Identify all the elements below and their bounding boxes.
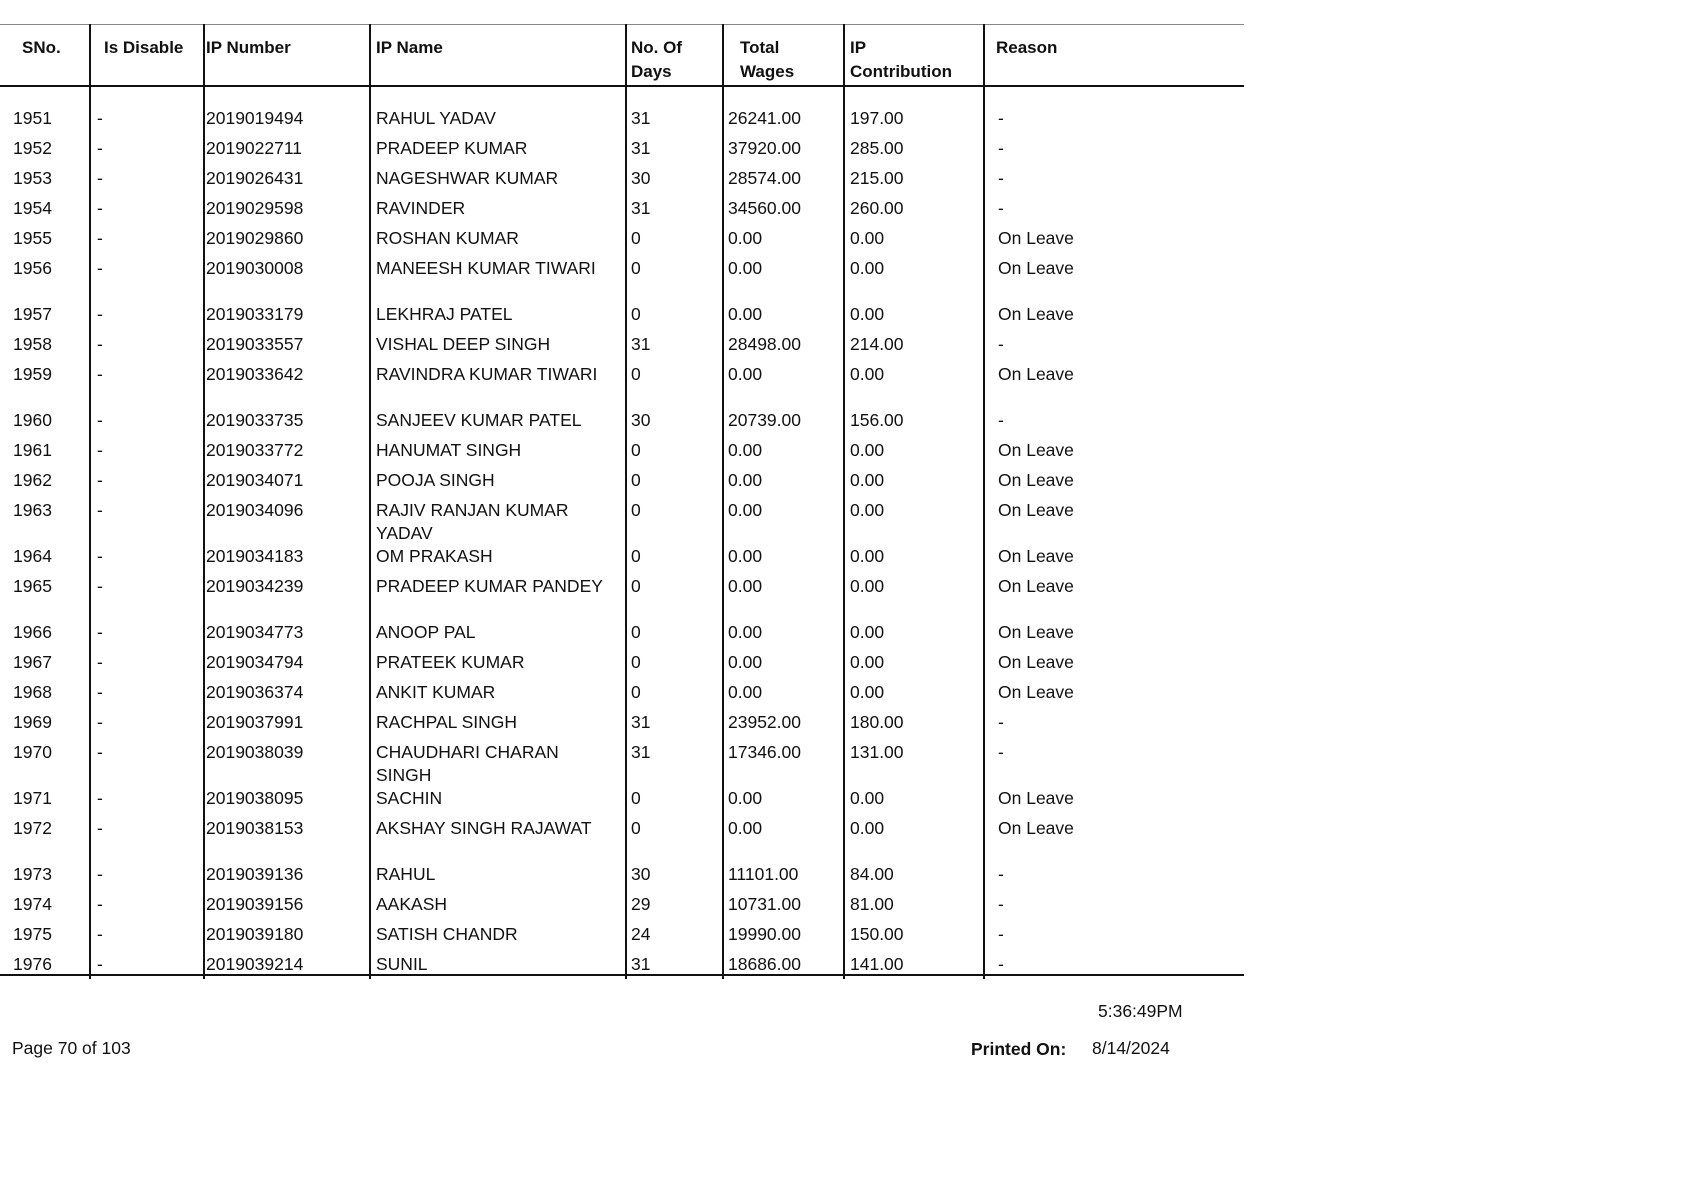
- cell-ip-contribution: 0.00: [850, 652, 885, 672]
- cell-sno: 1959: [13, 364, 52, 384]
- cell-is-disable: -: [97, 198, 103, 218]
- header-ip-contribution: [850, 36, 952, 84]
- cell-is-disable: -: [97, 500, 103, 520]
- cell-is-disable: -: [97, 622, 103, 642]
- cell-is-disable: -: [97, 924, 103, 944]
- cell-reason: On Leave: [998, 364, 1074, 384]
- cell-total-wages: 0.00: [728, 304, 763, 324]
- cell-ip-number: 2019030008: [206, 258, 304, 278]
- cell-reason: On Leave: [998, 788, 1074, 808]
- cell-ip-number: 2019038095: [206, 788, 304, 808]
- cell-ip-contribution: 0.00: [850, 682, 885, 702]
- cell-reason: -: [998, 410, 1004, 430]
- header-total-wages-line1: Total: [740, 38, 780, 57]
- cell-ip-number: 2019034239: [206, 576, 304, 596]
- cell-reason: -: [998, 334, 1004, 354]
- cell-total-wages: 26241.00: [728, 108, 801, 128]
- cell-is-disable: -: [97, 682, 103, 702]
- cell-sno: 1971: [13, 788, 52, 808]
- cell-is-disable: -: [97, 228, 103, 248]
- cell-total-wages: 0.00: [728, 440, 763, 460]
- cell-ip-name: SANJEEV KUMAR PATEL: [376, 410, 582, 430]
- cell-sno: 1953: [13, 168, 52, 188]
- cell-total-wages: 28498.00: [728, 334, 801, 354]
- column-divider: [722, 24, 724, 979]
- cell-ip-name: NAGESHWAR KUMAR: [376, 168, 559, 188]
- table-top-rule: [0, 24, 1244, 25]
- cell-sno: 1952: [13, 138, 52, 158]
- cell-sno: 1966: [13, 622, 52, 642]
- cell-reason: On Leave: [998, 228, 1074, 248]
- page-number: Page 70 of 103: [12, 1038, 131, 1058]
- cell-ip-contribution: 260.00: [850, 198, 904, 218]
- printed-on-date: 8/14/2024: [1092, 1038, 1170, 1058]
- cell-no-of-days: 31: [631, 198, 651, 218]
- cell-is-disable: -: [97, 546, 103, 566]
- cell-is-disable: -: [97, 258, 103, 278]
- cell-ip-number: 2019029860: [206, 228, 304, 248]
- cell-total-wages: 0.00: [728, 576, 763, 596]
- cell-sno: 1960: [13, 410, 52, 430]
- cell-no-of-days: 0: [631, 500, 641, 520]
- cell-reason: On Leave: [998, 818, 1074, 838]
- cell-ip-contribution: 81.00: [850, 894, 894, 914]
- cell-ip-contribution: 0.00: [850, 304, 885, 324]
- cell-ip-number: 2019039136: [206, 864, 304, 884]
- column-divider: [203, 24, 205, 979]
- cell-is-disable: -: [97, 864, 103, 884]
- cell-ip-contribution: 0.00: [850, 500, 885, 520]
- cell-is-disable: -: [97, 138, 103, 158]
- cell-is-disable: -: [97, 576, 103, 596]
- cell-ip-name: RAHUL YADAV: [376, 108, 496, 128]
- cell-ip-contribution: 131.00: [850, 742, 904, 762]
- cell-ip-contribution: 0.00: [850, 788, 885, 808]
- header-ip-number: IP Number: [206, 38, 291, 57]
- cell-total-wages: 11101.00: [728, 864, 799, 884]
- cell-is-disable: -: [97, 818, 103, 838]
- cell-is-disable: -: [97, 788, 103, 808]
- cell-sno: 1963: [13, 500, 52, 520]
- cell-is-disable: -: [97, 364, 103, 384]
- cell-is-disable: -: [97, 652, 103, 672]
- cell-reason: On Leave: [998, 546, 1074, 566]
- cell-total-wages: 28574.00: [728, 168, 801, 188]
- cell-ip-number: 2019037991: [206, 712, 304, 732]
- cell-ip-number: 2019034794: [206, 652, 304, 672]
- cell-no-of-days: 0: [631, 470, 641, 490]
- cell-ip-name: POOJA SINGH: [376, 470, 495, 490]
- cell-ip-contribution: 0.00: [850, 622, 885, 642]
- cell-ip-number: 2019033772: [206, 440, 304, 460]
- cell-no-of-days: 0: [631, 440, 641, 460]
- cell-no-of-days: 31: [631, 742, 651, 762]
- cell-sno: 1973: [13, 864, 52, 884]
- cell-reason: -: [998, 742, 1004, 762]
- cell-ip-contribution: 0.00: [850, 258, 885, 278]
- cell-sno: 1969: [13, 712, 52, 732]
- cell-total-wages: 0.00: [728, 470, 763, 490]
- cell-ip-number: 2019033179: [206, 304, 304, 324]
- cell-total-wages: 18686.00: [728, 954, 801, 974]
- cell-ip-name: HANUMAT SINGH: [376, 440, 522, 460]
- cell-ip-contribution: 180.00: [850, 712, 904, 732]
- cell-no-of-days: 0: [631, 818, 641, 838]
- cell-is-disable: -: [97, 742, 103, 762]
- cell-ip-number: 2019038039: [206, 742, 304, 762]
- cell-total-wages: 34560.00: [728, 198, 801, 218]
- cell-sno: 1956: [13, 258, 52, 278]
- cell-reason: -: [998, 712, 1004, 732]
- cell-total-wages: 19990.00: [728, 924, 801, 944]
- cell-ip-name: ANKIT KUMAR: [376, 682, 496, 702]
- cell-ip-contribution: 285.00: [850, 138, 904, 158]
- cell-ip-contribution: 214.00: [850, 334, 904, 354]
- cell-is-disable: -: [97, 168, 103, 188]
- cell-total-wages: 0.00: [728, 546, 763, 566]
- cell-ip-contribution: 0.00: [850, 576, 885, 596]
- column-divider: [369, 24, 371, 979]
- cell-no-of-days: 30: [631, 168, 651, 188]
- header-ip-contribution-line1: IP: [850, 38, 867, 57]
- cell-ip-contribution: 0.00: [850, 440, 885, 460]
- cell-ip-name: PRADEEP KUMAR: [376, 138, 528, 158]
- cell-ip-name: RAJIV RANJAN KUMAR YADAV: [376, 500, 569, 543]
- cell-no-of-days: 31: [631, 712, 651, 732]
- cell-is-disable: -: [97, 470, 103, 490]
- cell-no-of-days: 30: [631, 864, 651, 884]
- cell-no-of-days: 24: [631, 924, 651, 944]
- header-ip-contribution-line2: Contribution: [850, 62, 952, 81]
- cell-ip-name: VISHAL DEEP SINGH: [376, 334, 551, 354]
- cell-ip-number: 2019034096: [206, 500, 304, 520]
- cell-reason: -: [998, 198, 1004, 218]
- cell-ip-number: 2019033735: [206, 410, 304, 430]
- cell-ip-name: PRADEEP KUMAR PANDEY: [376, 576, 603, 596]
- table-bottom-rule: [0, 974, 1244, 976]
- cell-ip-contribution: 0.00: [850, 228, 885, 248]
- cell-ip-name: OM PRAKASH: [376, 546, 493, 566]
- header-sno: SNo.: [22, 38, 61, 57]
- cell-ip-name: RACHPAL SINGH: [376, 712, 517, 732]
- cell-reason: On Leave: [998, 500, 1074, 520]
- cell-ip-name: RAVINDER: [376, 198, 466, 218]
- cell-no-of-days: 29: [631, 894, 651, 914]
- cell-reason: -: [998, 168, 1004, 188]
- cell-ip-number: 2019026431: [206, 168, 304, 188]
- cell-reason: -: [998, 954, 1004, 974]
- header-reason: Reason: [996, 38, 1058, 57]
- cell-is-disable: -: [97, 712, 103, 732]
- cell-sno: 1975: [13, 924, 52, 944]
- cell-no-of-days: 0: [631, 228, 641, 248]
- cell-reason: -: [998, 108, 1004, 128]
- cell-is-disable: -: [97, 894, 103, 914]
- cell-sno: 1957: [13, 304, 52, 324]
- cell-ip-name: LEKHRAJ PATEL: [376, 304, 513, 324]
- cell-ip-number: 2019034071: [206, 470, 304, 490]
- cell-ip-name: SACHIN: [376, 788, 443, 808]
- cell-ip-number: 2019033557: [206, 334, 304, 354]
- column-divider: [983, 24, 985, 979]
- cell-sno: 1964: [13, 546, 52, 566]
- cell-is-disable: -: [97, 304, 103, 324]
- cell-ip-number: 2019019494: [206, 108, 304, 128]
- cell-ip-contribution: 215.00: [850, 168, 904, 188]
- cell-ip-contribution: 0.00: [850, 818, 885, 838]
- cell-no-of-days: 0: [631, 576, 641, 596]
- printed-on-label: Printed On:: [971, 1039, 1067, 1059]
- cell-sno: 1974: [13, 894, 52, 914]
- cell-sno: 1972: [13, 818, 52, 838]
- cell-total-wages: 0.00: [728, 364, 763, 384]
- cell-ip-contribution: 197.00: [850, 108, 904, 128]
- cell-ip-name: ROSHAN KUMAR: [376, 228, 519, 248]
- cell-no-of-days: 0: [631, 546, 641, 566]
- cell-no-of-days: 31: [631, 334, 651, 354]
- cell-reason: On Leave: [998, 576, 1074, 596]
- cell-is-disable: -: [97, 334, 103, 354]
- cell-ip-number: 2019034183: [206, 546, 304, 566]
- cell-total-wages: 20739.00: [728, 410, 801, 430]
- cell-sno: 1955: [13, 228, 52, 248]
- cell-ip-contribution: 0.00: [850, 546, 885, 566]
- cell-total-wages: 0.00: [728, 652, 763, 672]
- header-no-of-days: [631, 36, 682, 84]
- cell-reason: On Leave: [998, 258, 1074, 278]
- cell-total-wages: 17346.00: [728, 742, 801, 762]
- cell-total-wages: 37920.00: [728, 138, 801, 158]
- cell-ip-number: 2019039180: [206, 924, 304, 944]
- cell-sno: 1962: [13, 470, 52, 490]
- cell-ip-number: 2019039156: [206, 894, 304, 914]
- cell-sno: 1951: [13, 108, 52, 128]
- cell-reason: On Leave: [998, 682, 1074, 702]
- column-divider: [89, 24, 91, 979]
- header-total-wages: [740, 36, 794, 84]
- cell-ip-name: PRATEEK KUMAR: [376, 652, 525, 672]
- cell-no-of-days: 0: [631, 364, 641, 384]
- cell-sno: 1968: [13, 682, 52, 702]
- cell-ip-name: MANEESH KUMAR TIWARI: [376, 258, 596, 278]
- cell-ip-name: AAKASH: [376, 894, 447, 914]
- cell-sno: 1958: [13, 334, 52, 354]
- cell-ip-name: CHAUDHARI CHARAN SINGH: [376, 742, 559, 785]
- cell-ip-number: 2019039214: [206, 954, 304, 974]
- cell-no-of-days: 0: [631, 682, 641, 702]
- cell-reason: -: [998, 924, 1004, 944]
- cell-no-of-days: 0: [631, 622, 641, 642]
- cell-reason: On Leave: [998, 440, 1074, 460]
- cell-ip-contribution: 0.00: [850, 364, 885, 384]
- cell-reason: -: [998, 894, 1004, 914]
- cell-ip-name: SUNIL: [376, 954, 428, 974]
- cell-sno: 1954: [13, 198, 52, 218]
- table-header-rule: [0, 85, 1244, 87]
- cell-sno: 1970: [13, 742, 52, 762]
- cell-is-disable: -: [97, 440, 103, 460]
- cell-total-wages: 0.00: [728, 500, 763, 520]
- cell-sno: 1961: [13, 440, 52, 460]
- cell-no-of-days: 30: [631, 410, 651, 430]
- cell-ip-contribution: 156.00: [850, 410, 904, 430]
- cell-no-of-days: 0: [631, 258, 641, 278]
- cell-total-wages: 0.00: [728, 788, 763, 808]
- cell-ip-name: SATISH CHANDR: [376, 924, 518, 944]
- cell-ip-number: 2019036374: [206, 682, 304, 702]
- cell-total-wages: 0.00: [728, 622, 763, 642]
- header-total-wages-line2: Wages: [740, 62, 795, 81]
- cell-ip-name: RAHUL: [376, 864, 436, 884]
- cell-no-of-days: 31: [631, 138, 651, 158]
- cell-ip-contribution: 150.00: [850, 924, 904, 944]
- cell-ip-number: 2019033642: [206, 364, 304, 384]
- header-no-of-days-line2: Days: [631, 62, 672, 81]
- cell-reason: On Leave: [998, 622, 1074, 642]
- cell-sno: 1967: [13, 652, 52, 672]
- cell-ip-number: 2019022711: [206, 138, 303, 158]
- cell-no-of-days: 31: [631, 954, 651, 974]
- cell-ip-name: ANOOP PAL: [376, 622, 476, 642]
- cell-total-wages: 10731.00: [728, 894, 801, 914]
- cell-total-wages: 0.00: [728, 228, 763, 248]
- cell-no-of-days: 0: [631, 304, 641, 324]
- cell-reason: On Leave: [998, 652, 1074, 672]
- cell-ip-contribution: 141.00: [850, 954, 904, 974]
- cell-is-disable: -: [97, 108, 103, 128]
- cell-is-disable: -: [97, 410, 103, 430]
- cell-total-wages: 0.00: [728, 818, 763, 838]
- cell-sno: 1976: [13, 954, 52, 974]
- cell-no-of-days: 0: [631, 652, 641, 672]
- cell-ip-name: RAVINDRA KUMAR TIWARI: [376, 364, 598, 384]
- column-divider: [843, 24, 845, 979]
- cell-ip-contribution: 0.00: [850, 470, 885, 490]
- cell-reason: -: [998, 138, 1004, 158]
- cell-ip-name: AKSHAY SINGH RAJAWAT: [376, 818, 592, 838]
- cell-reason: On Leave: [998, 304, 1074, 324]
- header-ip-name: IP Name: [376, 38, 443, 57]
- cell-total-wages: 0.00: [728, 258, 763, 278]
- header-is-disable: Is Disable: [104, 38, 184, 57]
- cell-ip-number: 2019038153: [206, 818, 304, 838]
- cell-ip-number: 2019034773: [206, 622, 304, 642]
- cell-total-wages: 0.00: [728, 682, 763, 702]
- cell-ip-contribution: 84.00: [850, 864, 894, 884]
- cell-no-of-days: 0: [631, 788, 641, 808]
- cell-is-disable: -: [97, 954, 103, 974]
- cell-sno: 1965: [13, 576, 52, 596]
- cell-reason: On Leave: [998, 470, 1074, 490]
- column-divider: [625, 24, 627, 979]
- header-no-of-days-line1: No. Of: [631, 38, 682, 57]
- cell-no-of-days: 31: [631, 108, 651, 128]
- cell-ip-number: 2019029598: [206, 198, 304, 218]
- printed-time: 5:36:49PM: [1098, 1001, 1183, 1021]
- cell-reason: -: [998, 864, 1004, 884]
- cell-total-wages: 23952.00: [728, 712, 801, 732]
